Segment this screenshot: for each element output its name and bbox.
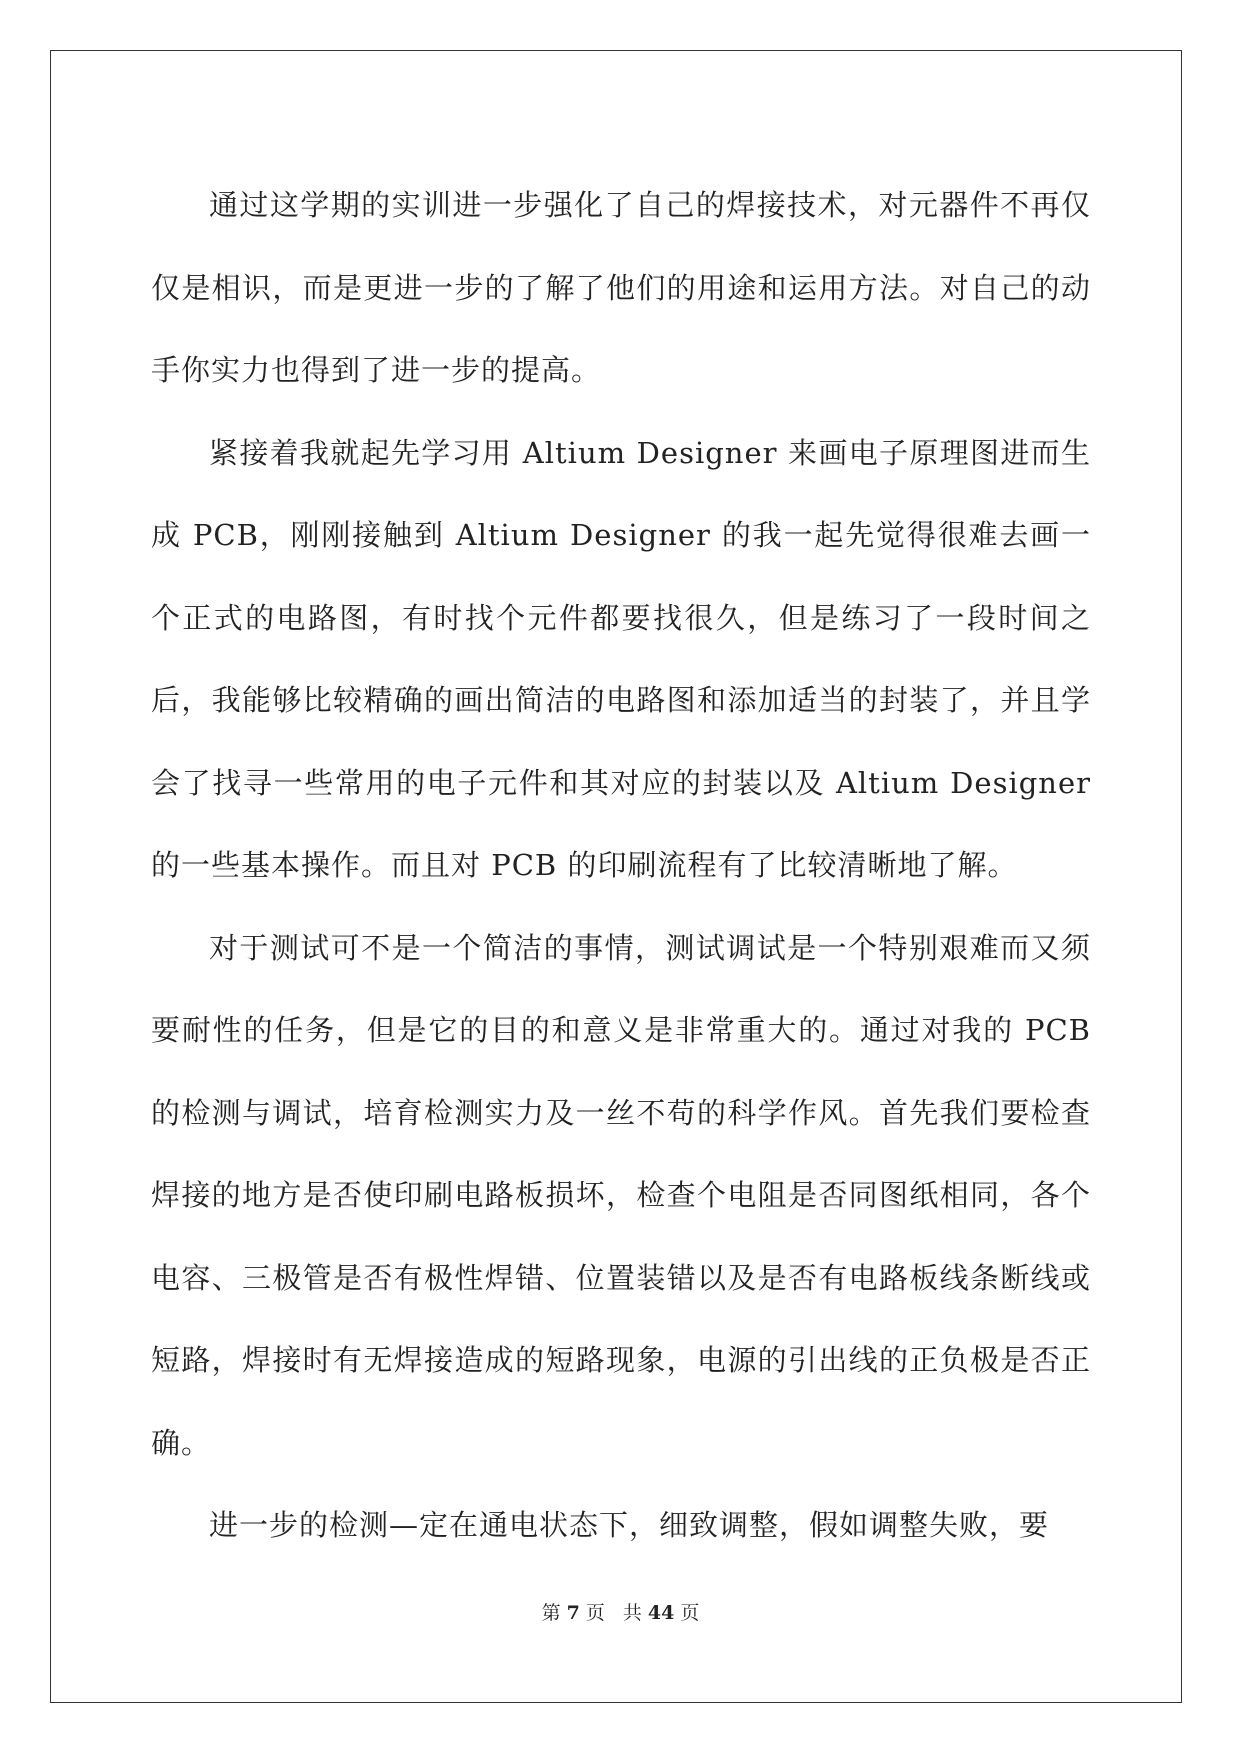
total-pages: 44 [647, 1602, 675, 1624]
total-suffix: 页 [680, 1602, 700, 1624]
page-number: 7 [566, 1602, 580, 1624]
page-footer [0, 1598, 1241, 1625]
page-suffix: 页 [585, 1602, 605, 1624]
total-prefix: 共 [622, 1602, 642, 1624]
paragraph: 进一步的检测—定在通电状态下，细致调整，假如调整失败，要 [209, 1508, 1050, 1542]
page-prefix: 第 [541, 1602, 561, 1624]
paragraph: 通过这学期的实训进一步强化了自己的焊接技术，对元器件不再仅仅是相识，而是更进一步的了解了他们的用途和运用方法。对自己的动手你实力也得到了进一步的提高。 [151, 188, 1091, 387]
document-body [151, 164, 1091, 1567]
paragraph: 对于测试可不是一个简洁的事情，测试调试是一个特别艰难而又须要耐性的任务，但是它的目的和意义是非常重大的。通过对我的 PCB 的检测与调试，培育检测实力及一丝不苟的科学作风。首先我们要检查焊接的地方是否使印刷电路板损坏，检查个电阻是否同图纸相同，各个电容、三极管是否有极性焊错、位置装错以及是否有电路板线条断线或短路，焊接时有无焊接造成的短路现象，电源的引出线的正负极是否正确。 [151, 930, 1091, 1460]
paragraph: 紧接着我就起先学习用 Altium Designer 来画电子原理图进而生成 PCB，刚刚接触到 Altium Designer 的我一起先觉得很难去画一个正式的电路图，有时找个元件都要找很久，但是练习了一段时间之后，我能够比较精确的画出简洁的电路图和添加适当的封装了，并且学会了找寻一些常用的电子元件和其对应的封装以及 Altium Designer 的一些基本操作。而且对 PCB 的印刷流程有了比较清晰地了解。 [151, 435, 1091, 882]
